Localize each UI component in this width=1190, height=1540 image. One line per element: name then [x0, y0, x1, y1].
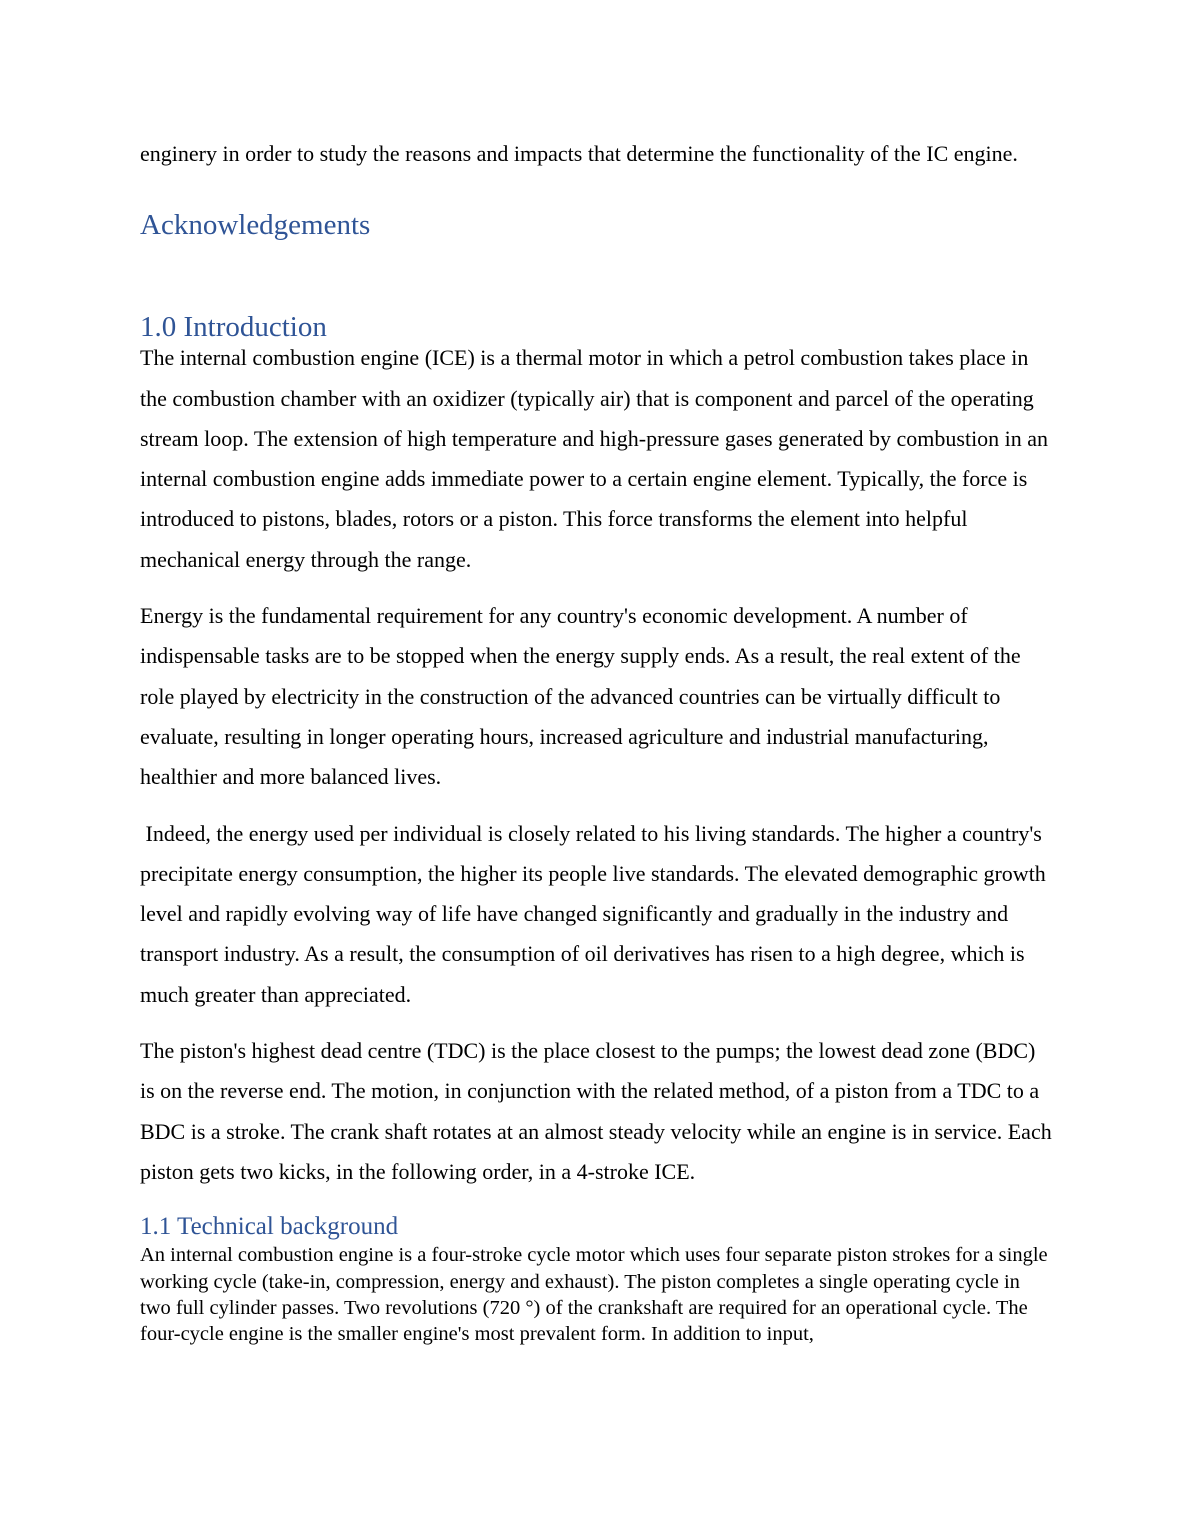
introduction-paragraph-1: The internal combustion engine (ICE) is a thermal motor in which a petrol combustion takes place in the combustion chamber with an oxidizer (typically air) that is component and parcel of the operating stream loop. The extension of high temperature and high-pressure gases generated by combustion in an internal combustion engine adds immediate power to a certain engine element. Typically, the force is introduced to pistons, blades, rotors or a piston. This force transforms the element into helpful mechanical energy through the range.: [140, 345, 1049, 572]
page-content: [140, 134, 1052, 1347]
intro-continuation-paragraph: enginery in order to study the reasons and impacts that determine the functionality of the IC engine.: [140, 141, 1018, 166]
acknowledgements-heading: Acknowledgements: [140, 209, 371, 242]
introduction-paragraph-4: The piston's highest dead centre (TDC) is the place closest to the pumps; the lowest dead zone (BDC) is on the reverse end. The motion, in conjunction with the related method, of a piston from a TDC to a BDC is a stroke. The crank shaft rotates at an almost steady velocity while an engine is in service. Each piston gets two kicks, in the following order, in a 4-stroke ICE.: [140, 1038, 1052, 1184]
introduction-paragraph-2: Energy is the fundamental requirement for any country's economic development. A number of indispensable tasks are to be stopped when the energy supply ends. As a result, the real extent of the role played by electricity in the construction of the advanced countries can be virtually difficult to evaluate, resulting in longer operating hours, increased agriculture and industrial manufacturing, healthier and more balanced lives.: [140, 603, 1021, 790]
introduction-heading: 1.0 Introduction: [140, 311, 327, 344]
technical-background-heading: 1.1 Technical background: [140, 1213, 399, 1241]
introduction-paragraph-3: Indeed, the energy used per individual is closely related to his living standards. The higher a country's precipitate energy consumption, the higher its people live standards. The elevated demographic growth level and rapidly evolving way of life have changed significantly and gradually in the industry and transport industry. As a result, the consumption of oil derivatives has risen to a high degree, which is much greater than appreciated.: [140, 820, 1052, 1007]
technical-background-paragraph: An internal combustion engine is a four-stroke cycle motor which uses four separate piston strokes for a single working cycle (take-in, compression, energy and exhaust). The piston completes a single operating cycle in two full cylinder passes. Two revolutions (720 °) of the crankshaft are required for an operational cycle. The four-cycle engine is the smaller engine's most prevalent form. In addition to input,: [140, 1244, 1048, 1346]
